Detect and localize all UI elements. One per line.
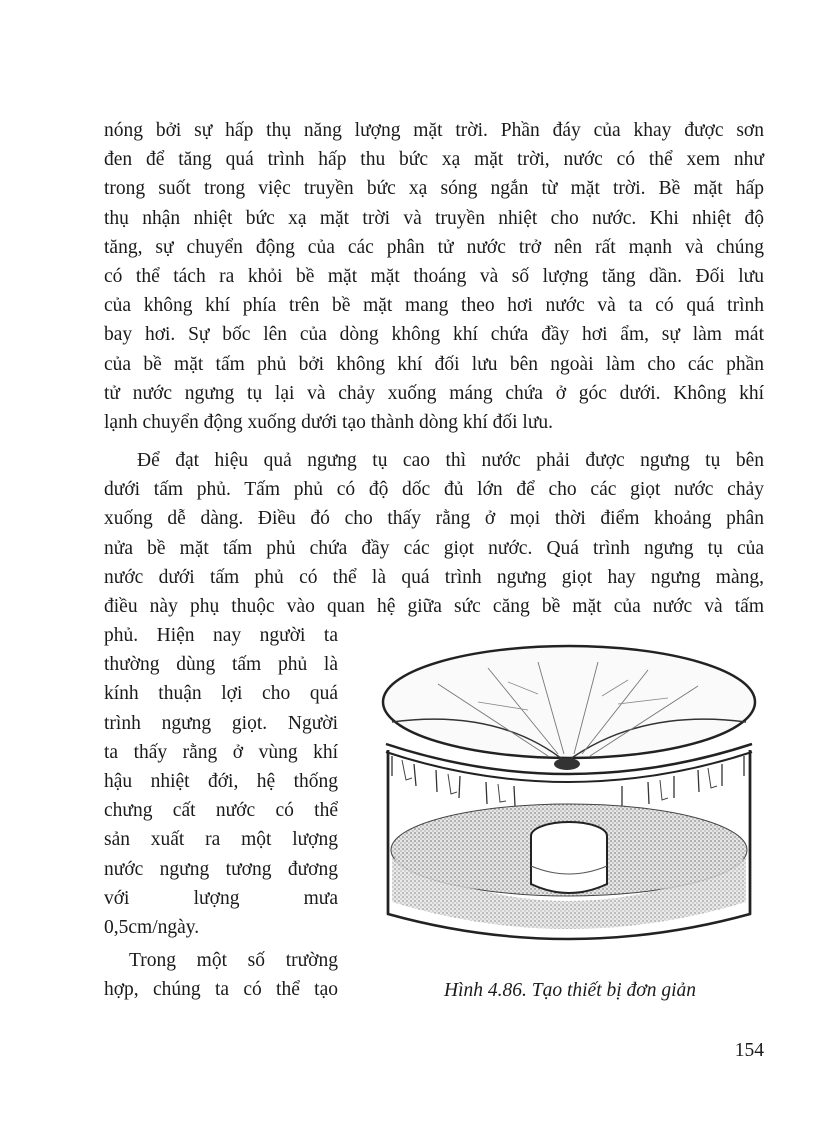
text-line: nước ngưng tương đương [104,858,338,880]
text-line: kính thuận lợi cho quá [104,683,338,705]
text-line: Để đạt hiệu quả ngưng tụ cao thì nước phải được ngưng tụ bên [137,450,764,471]
paragraph-2-wrapped [104,621,338,942]
text-line: bay hơi. Sự bốc lên của dòng không khí chứa đầy hơi ẩm, sự làm mát [104,324,764,346]
text-line: ta thấy rằng ở vùng khí [104,741,338,763]
text-line: của bề mặt tấm phủ bởi không khí đối lưu bên ngoài làm cho các phần [104,353,764,375]
text-line: thụ nhận nhiệt bức xạ mặt trời và truyền nhiệt cho nước. Khi nhiệt độ [104,207,764,229]
text-line: chưng cất nước có thể [104,800,338,822]
text-line: 0,5cm/ngày. [104,917,200,939]
text-line: nước dưới tấm phủ có thể là quá trình ngưng giọt hay ngưng màng, [104,566,764,588]
text-line: phủ. Hiện nay người ta [104,625,338,646]
text-line: đen để tăng quá trình hấp thu bức xạ mặt trời, nước có thể xem như [104,149,764,171]
text-line: của không khí phía trên bề mặt mang theo hơi nước và ta có quá trình [104,295,764,317]
text-line: tử nước ngưng tụ lại và chảy xuống máng chứa ở góc dưới. Không khí [104,382,764,404]
text-line: điều này phụ thuộc vào quan hệ giữa sức căng bề mặt của nước và tấm [104,596,764,618]
text-line: Trong một số trường [129,950,338,971]
text-line: có thể tách ra khỏi bề mặt mặt thoáng và số lượng tăng dần. Đối lưu [104,266,764,288]
text-line: trình ngưng giọt. Người [104,712,338,734]
text-line: nửa bề mặt tấm phủ chứa đầy các giọt nước. Quá trình ngưng tụ của [104,537,764,559]
text-line: hợp, chúng ta có thể tạo [104,979,338,1001]
text-line: sản xuất ra một lượng [104,829,338,851]
text-line: thường dùng tấm phủ là [104,654,338,676]
figure-caption: Hình 4.86. Tạo thiết bị đơn giản [444,980,696,1001]
text-line: tăng, sự chuyển động của các phân tử nước trở nên rất mạnh và chúng [104,236,764,258]
solar-still-illustration [378,644,762,960]
page-number: 154 [734,1040,764,1061]
text-line: hậu nhiệt đới, hệ thống [104,771,338,793]
paragraph-1 [104,116,764,437]
paragraph-2 [104,446,764,621]
text-line: lạnh chuyển động xuống dưới tạo thành dòng khí đối lưu. [104,412,554,434]
text-line: nóng bởi sự hấp thụ năng lượng mặt trời. Phần đáy của khay được sơn [104,120,764,141]
figure-solar-still [378,644,762,960]
text-line: dưới tấm phủ. Tấm phủ có độ dốc đủ lớn để cho các giọt nước chảy [104,479,764,501]
text-line: với lượng mưa [104,887,338,909]
text-line: trong suốt trong việc truyền bức xạ sóng ngắn từ mặt trời. Bề mặt hấp [104,178,764,200]
text-line: xuống dễ dàng. Điều đó cho thấy rằng ở mọi thời điểm khoảng phân [104,508,764,530]
paragraph-3 [104,946,338,1004]
